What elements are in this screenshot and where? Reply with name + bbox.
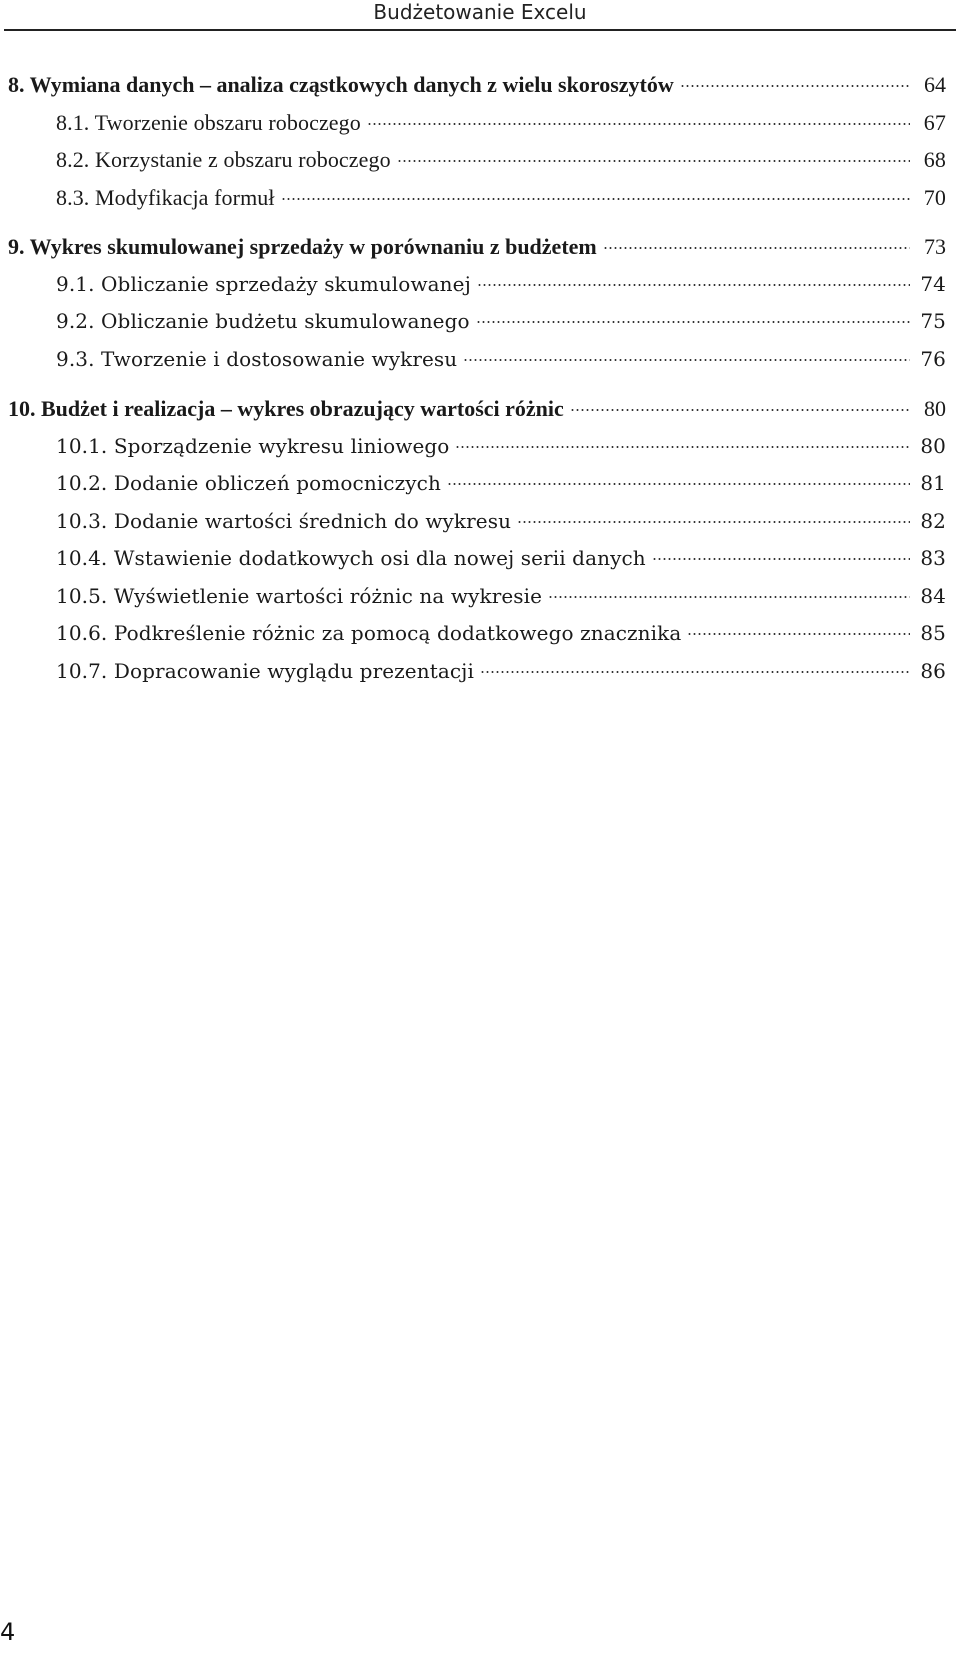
toc-entry-label [8,390,564,428]
toc-entry-label [56,615,681,653]
toc-entry-label [56,578,542,616]
toc-subentry[interactable] [0,179,960,217]
dot-leader [480,670,910,674]
toc-entry-title: Obliczanie budżetu skumulowanego [101,309,470,333]
toc-entry-page: 84 [920,583,946,608]
header-rule [4,29,956,31]
toc-entry-page: 82 [920,508,946,533]
toc-entry-number: 10.2. [56,471,108,495]
toc-entry-title: Wyświetlenie wartości różnic na wykresie [113,583,543,608]
toc-chapter-10 [0,390,960,690]
dot-leader [603,246,910,250]
toc-entry-number: 8.1. [56,109,90,135]
toc-entry-page: 64 [924,72,946,97]
toc-entry[interactable] [0,390,960,428]
page-number: 4 [0,1618,16,1646]
dot-leader [517,520,910,524]
toc-entry-label [56,540,646,578]
toc-entry-label [56,503,511,541]
toc-entry-label [56,428,449,466]
dot-leader [455,445,910,449]
dot-leader [548,595,910,599]
dot-leader [477,283,910,287]
dot-leader [687,632,910,636]
toc-entry[interactable] [0,228,960,266]
toc-subentry[interactable] [0,141,960,179]
toc-entry-page: 86 [920,658,946,683]
toc-entry-title: Modyfikacja formuł [95,184,275,210]
toc-entry-label [56,653,474,691]
dot-leader [281,197,910,201]
toc-subentry[interactable] [0,266,960,304]
toc-chapter-8 [0,66,960,216]
toc-entry-title: Wstawienie dodatkowych osi dla nowej serii danych [113,546,646,570]
toc-entry-page: 74 [920,271,946,296]
toc-entry-number: 9.3. [56,346,95,371]
toc-entry-number: 10.3. [56,508,108,533]
toc-entry-page: 67 [923,109,946,135]
toc-entry-page: 85 [920,621,946,645]
toc-subentry[interactable] [0,303,960,341]
toc-entry-page: 80 [924,396,946,421]
toc-entry-label [8,66,674,104]
toc-entry-label [8,228,597,266]
toc-entry-title: Dopracowanie wyglądu prezentacji [113,658,474,683]
toc-subentry[interactable] [0,104,960,142]
toc-entry-page: 68 [923,147,946,172]
toc-entry-title: Sporządzenie wykresu liniowego [113,433,450,458]
toc-entry-number: 10.6. [56,621,108,645]
toc-entry-label [56,104,361,142]
toc-entry-page: 75 [920,309,946,333]
toc-entry-number: 9.2. [56,309,95,333]
toc-entry-number: 10.5. [56,583,108,608]
toc-entry-number: 10.7. [56,658,108,683]
toc-entry-number: 9. [8,234,25,259]
toc-entry-title: Korzystanie z obszaru roboczego [95,147,391,172]
toc-entry-label [56,303,470,341]
toc-subentry[interactable] [0,341,960,379]
toc-entry-label [56,465,441,503]
toc-entry-title: Wymiana danych – analiza cząstkowych danych z wielu skoroszytów [29,72,674,97]
toc-entry-number: 8.3. [56,184,90,210]
toc-entry-page: 70 [923,184,946,210]
running-title: Budżetowanie Excelu [373,0,587,24]
dot-leader [367,122,910,126]
toc-entry-number: 10. [8,396,36,421]
toc-subentry[interactable] [0,503,960,541]
dot-leader [570,408,910,412]
dot-leader [463,358,910,362]
dot-leader [397,159,910,163]
dot-leader [652,557,910,561]
toc-entry-title: Wykres skumulowanej sprzedaży w porównaniu z budżetem [29,234,597,259]
dot-leader [447,482,910,486]
toc-entry-title: Dodanie obliczeń pomocniczych [113,471,441,495]
toc-subentry[interactable] [0,540,960,578]
dot-leader [476,320,910,324]
toc-entry-title: Budżet i realizacja – wykres obrazujący wartości różnic [41,396,564,421]
toc-entry-title: Dodanie wartości średnich do wykresu [113,508,512,533]
toc-entry-label [56,179,275,217]
toc-subentry[interactable] [0,653,960,691]
toc-entry-number: 9.1. [56,271,95,296]
toc-entry-title: Obliczanie sprzedaży skumulowanej [101,271,471,296]
toc-entry-label [56,341,457,379]
toc-subentry[interactable] [0,465,960,503]
toc-entry-number: 10.1. [56,433,108,458]
toc-entry[interactable] [0,66,960,104]
toc-subentry[interactable] [0,615,960,653]
toc-entry-title: Tworzenie obszaru roboczego [94,109,361,135]
toc-entry-title: Podkreślenie różnic za pomocą dodatkowego znacznika [113,621,682,645]
toc-entry-label [56,141,391,179]
toc-entry-page: 73 [924,234,946,259]
toc-chapter-9 [0,228,960,378]
toc-entry-number: 8.2. [56,147,90,172]
table-of-contents [0,66,960,702]
toc-subentry[interactable] [0,578,960,616]
toc-entry-page: 83 [920,546,946,570]
toc-entry-number: 8. [8,72,25,97]
toc-entry-title: Tworzenie i dostosowanie wykresu [101,346,458,371]
toc-entry-label [56,266,471,304]
toc-entry-page: 76 [920,346,946,371]
toc-entry-page: 81 [920,471,946,495]
toc-subentry[interactable] [0,428,960,466]
toc-entry-number: 10.4. [56,546,108,570]
dot-leader [680,84,910,88]
toc-entry-page: 80 [920,433,946,458]
